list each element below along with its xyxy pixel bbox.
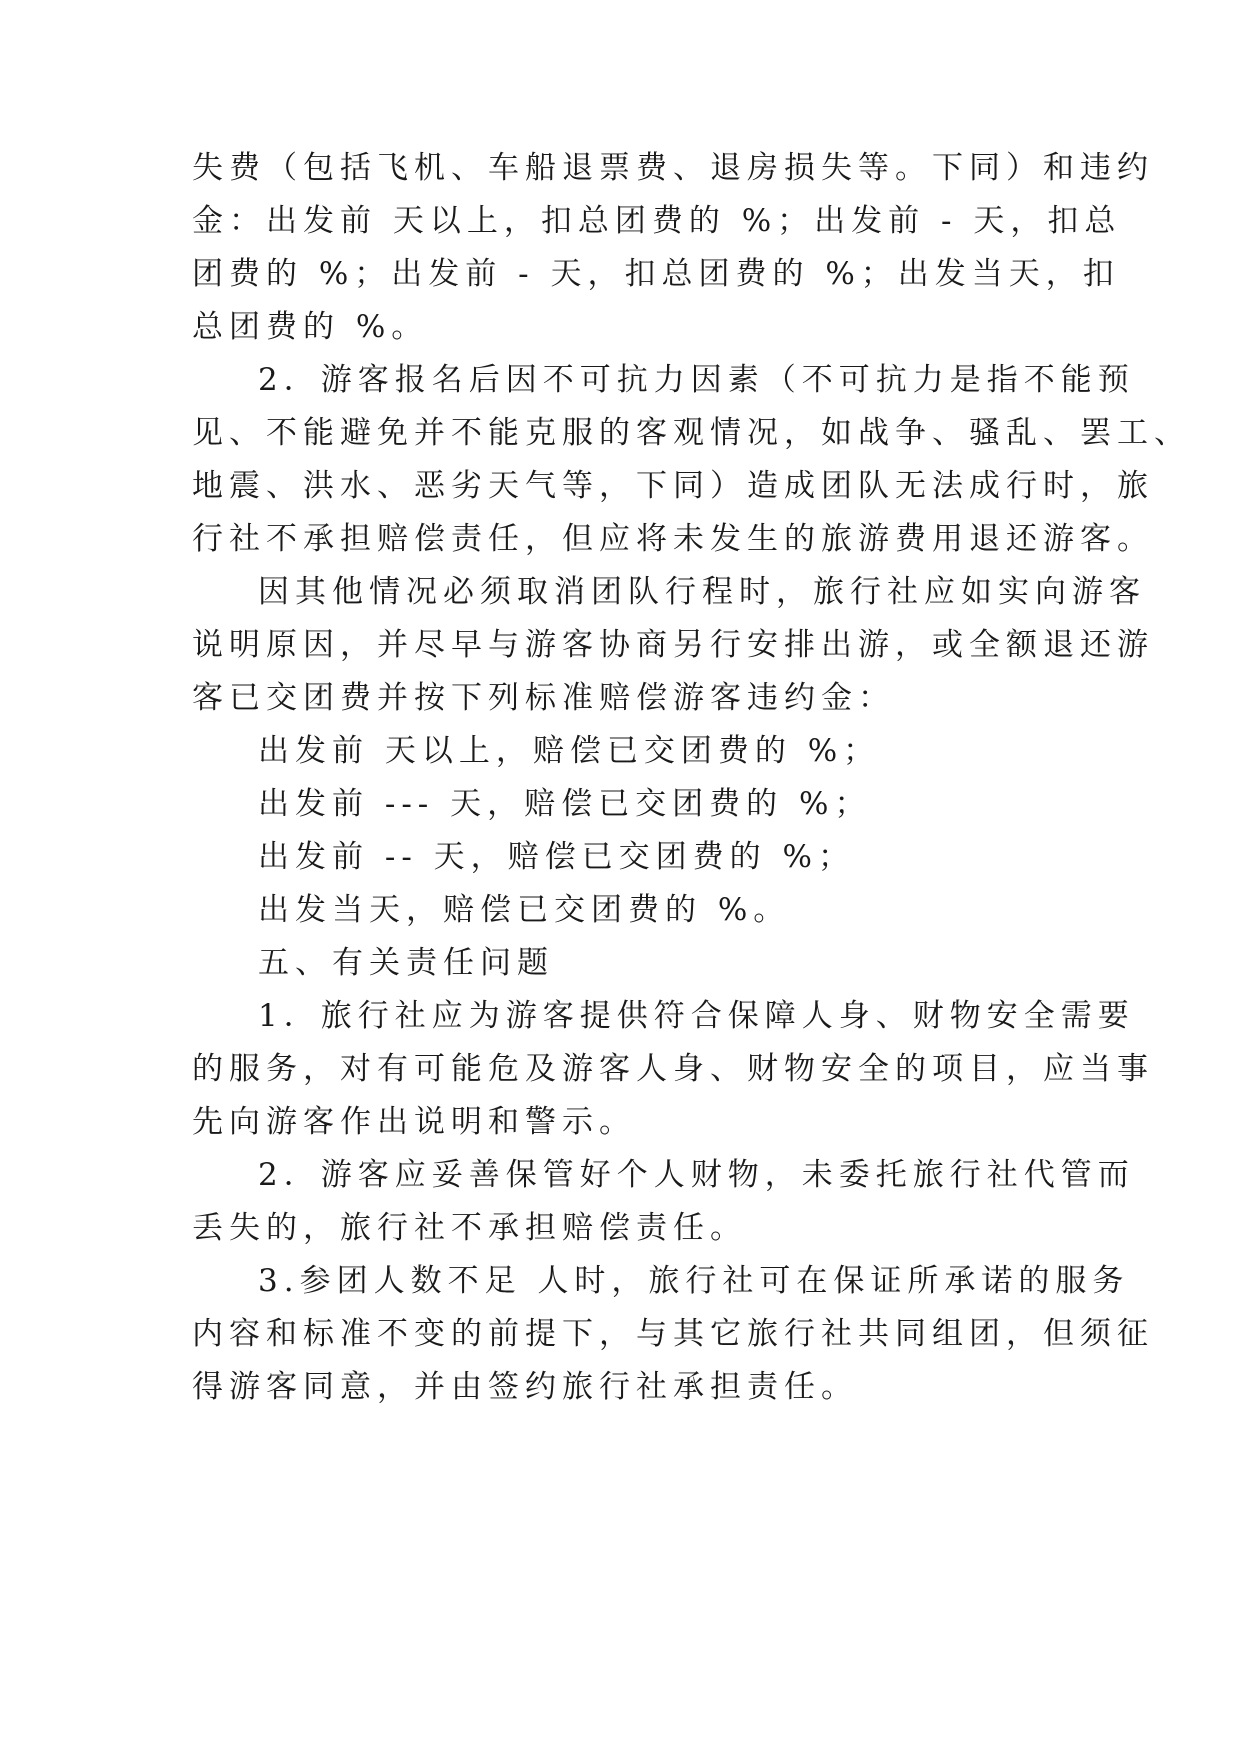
text-line: 出发前 --- 天，赔偿已交团费的 %；: [258, 786, 872, 822]
text-line: 说明原因，并尽早与游客协商另行安排出游，或全额退还游: [192, 627, 1154, 663]
text-line: 行社不承担赔偿责任，但应将未发生的旅游费用退还游客。: [192, 521, 1154, 557]
text-line: 2．游客应妥善保管好个人财物，未委托旅行社代管而: [258, 1157, 1135, 1193]
text-line: 2．游客报名后因不可抗力因素（不可抗力是指不能预: [258, 362, 1135, 398]
text-line: 1．旅行社应为游客提供符合保障人身、财物安全需要: [258, 998, 1135, 1034]
text-line: 地震、洪水、恶劣天气等，下同）造成团队无法成行时，旅: [192, 468, 1154, 504]
text-line: 总团费的 %。: [192, 309, 429, 345]
text-line: 3.参团人数不足 人时，旅行社可在保证所承诺的服务: [258, 1263, 1130, 1299]
text-line: 见、不能避免并不能克服的客观情况，如战争、骚乱、罢工、: [192, 415, 1191, 451]
text-line: 先向游客作出说明和警示。: [192, 1104, 636, 1140]
text-line: 出发前 -- 天，赔偿已交团费的 %；: [258, 839, 855, 875]
text-line: 团费的 %；出发前 - 天，扣总团费的 %；出发当天，扣: [192, 256, 1120, 292]
text-line: 得游客同意，并由签约旅行社承担责任。: [192, 1369, 858, 1405]
text-line: 客已交团费并按下列标准赔偿游客违约金：: [192, 680, 895, 716]
text-line: 出发当天，赔偿已交团费的 %。: [258, 892, 791, 928]
text-line: 丢失的，旅行社不承担赔偿责任。: [192, 1210, 747, 1246]
text-line: 失费（包括飞机、车船退票费、退房损失等。下同）和违约: [192, 150, 1154, 186]
text-line: 出发前 天以上，赔偿已交团费的 %；: [258, 733, 881, 769]
text-line: 因其他情况必须取消团队行程时，旅行社应如实向游客: [258, 574, 1146, 610]
section-heading: 五、有关责任问题: [258, 945, 554, 981]
text-line: 金：出发前 天以上，扣总团费的 %；出发前 - 天，扣总: [192, 203, 1122, 239]
text-line: 内容和标准不变的前提下，与其它旅行社共同组团，但须征: [192, 1316, 1154, 1352]
text-line: 的服务，对有可能危及游客人身、财物安全的项目，应当事: [192, 1051, 1154, 1087]
